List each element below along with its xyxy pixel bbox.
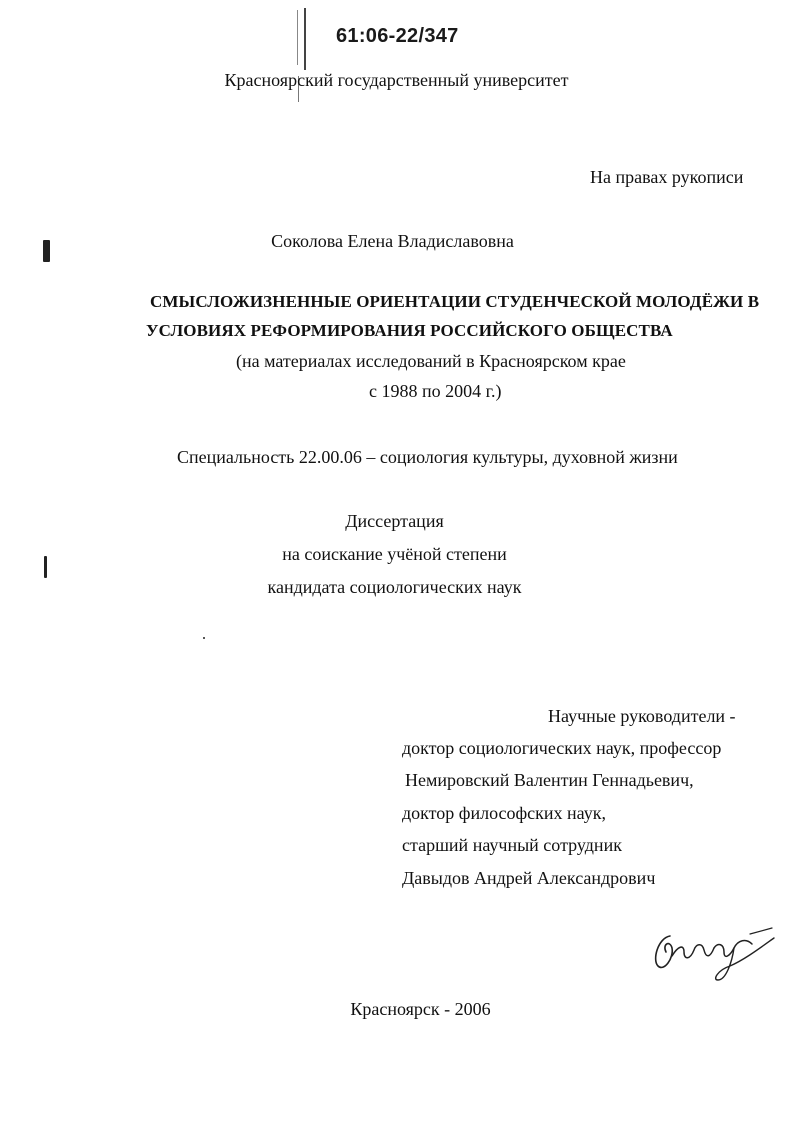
title-line-2: УСЛОВИЯХ РЕФОРМИРОВАНИЯ РОССИЙСКОГО ОБЩЕСТВА: [146, 321, 673, 340]
degree-line-1: Диссертация: [345, 511, 444, 531]
scan-line-artifact: [297, 10, 298, 65]
supervisor-1-name: Немировский Валентин Геннадьевич,: [405, 770, 694, 790]
title-subtitle-1: (на материалах исследований в Красноярском крае: [236, 351, 626, 371]
manuscript-note: На правах рукописи: [590, 167, 744, 187]
supervisor-1-degree: доктор социологических наук, профессор: [402, 738, 722, 758]
title-subtitle-2: с 1988 по 2004 г.): [369, 381, 502, 401]
specialty-line: Специальность 22.00.06 – социология культуры, духовной жизни: [177, 447, 678, 467]
scan-speck: [203, 637, 205, 639]
archive-stamp-code: 61:06-22/347: [336, 25, 459, 47]
scan-line-artifact: [304, 8, 306, 70]
supervisor-2-name: Давыдов Андрей Александрович: [402, 868, 656, 888]
place-and-year: Красноярск - 2006: [350, 999, 491, 1019]
supervisors-heading: Научные руководители -: [548, 706, 736, 726]
degree-line-2: на соискание учёной степени: [282, 544, 507, 564]
degree-line-3: кандидата социологических наук: [267, 577, 522, 597]
supervisor-2-position: старший научный сотрудник: [402, 835, 622, 855]
supervisor-2-degree: доктор философских наук,: [402, 803, 606, 823]
author-name: Соколова Елена Владиславовна: [271, 231, 514, 251]
handwritten-signature: [648, 922, 778, 984]
title-line-1: СМЫСЛОЖИЗНЕННЫЕ ОРИЕНТАЦИИ СТУДЕНЧЕСКОЙ МОЛОДЁЖИ В: [150, 292, 760, 311]
university-name: Красноярский государственный университет: [224, 70, 569, 90]
